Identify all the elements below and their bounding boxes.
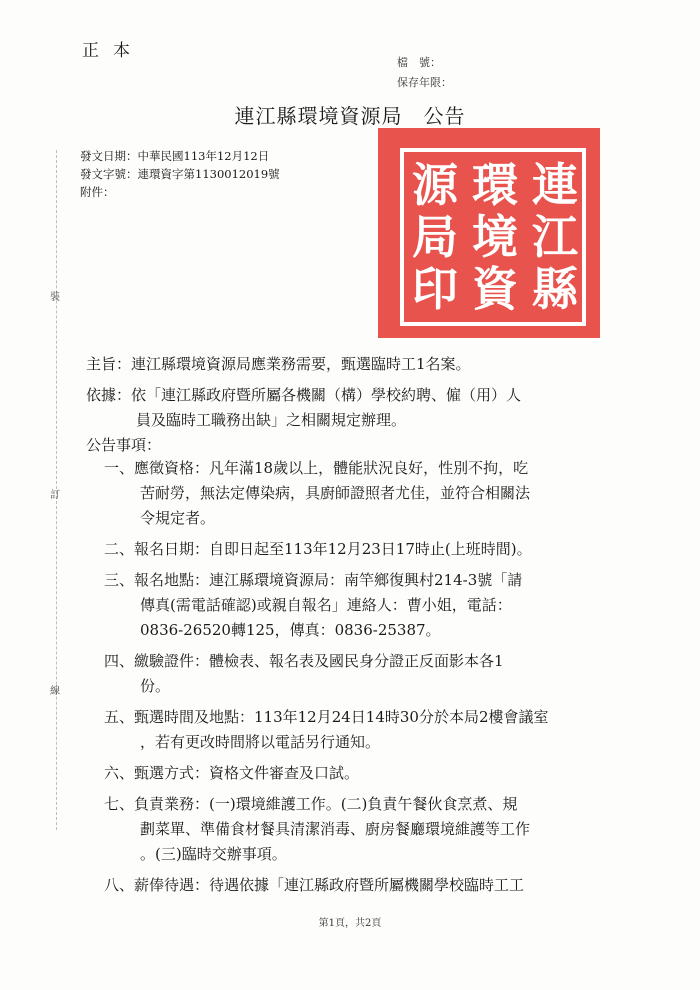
dispatch-number: 發文字號：連環資字第1130012019號 bbox=[80, 167, 280, 181]
seal-character: 江 bbox=[532, 210, 578, 264]
basis-line-1: 依據：依「連江縣政府暨所屬各機關（構）學校約聘、僱（用）人 bbox=[86, 386, 522, 404]
file-number-label: 檔 號： bbox=[397, 56, 441, 69]
seal-border bbox=[400, 148, 586, 326]
announcement-item-line: 八、薪俸待遇：待遇依據「連江縣政府暨所屬機關學校臨時工工 bbox=[104, 876, 525, 894]
seal-character: 局 bbox=[412, 210, 458, 264]
seal-character: 資 bbox=[472, 262, 518, 316]
announcement-item-line: 份。 bbox=[140, 677, 171, 695]
page-title: 連江縣環境資源局 公告 bbox=[234, 104, 466, 128]
announcement-item-line: 0836-26520轉125，傳真：0836-25387。 bbox=[140, 621, 441, 639]
seal-characters bbox=[404, 152, 582, 322]
dispatch-date: 發文日期：中華民國113年12月12日 bbox=[80, 149, 270, 163]
announcement-item-line: 劃菜單、準備食材餐具清潔消毒、廚房餐廳環境維護等工作 bbox=[140, 820, 531, 838]
announcement-item-line: 傳真(需電話確認)或親自報名」連絡人：曹小姐，電話： bbox=[140, 596, 512, 614]
basis-line-2: 員及臨時工職務出缺」之相關規定辦理。 bbox=[136, 411, 407, 429]
subject-line: 主旨：連江縣環境資源局應業務需要，甄選臨時工1名案。 bbox=[86, 355, 471, 373]
attachment-label: 附件： bbox=[80, 185, 115, 199]
retention-period-label: 保存年限： bbox=[397, 76, 452, 89]
binding-mark-ding: 訂 bbox=[50, 490, 60, 501]
announcement-item-line: 苦耐勞，無法定傳染病，具廚師證照者尤佳，並符合相關法 bbox=[140, 484, 531, 502]
seal-character: 連 bbox=[532, 158, 578, 212]
original-copy-label: 正本 bbox=[82, 41, 144, 61]
announcement-item-line: 令規定者。 bbox=[140, 509, 216, 527]
announcement-item-line: 六、甄選方式：資格文件審查及口試。 bbox=[104, 764, 360, 782]
binding-mark-xian: 線 bbox=[50, 686, 60, 697]
seal-character: 印 bbox=[412, 262, 458, 316]
announcement-item-line: 一、應徵資格：凡年滿18歲以上，體能狀況良好，性別不拘，吃 bbox=[104, 459, 529, 477]
seal-character: 境 bbox=[472, 210, 518, 264]
announcement-item-line: 七、負責業務：(一)環境維護工作。(二)負責午餐伙食烹煮、規 bbox=[104, 795, 518, 813]
announcement-item-line: 二、報名日期：自即日起至113年12月23日17時止(上班時間)。 bbox=[104, 540, 532, 558]
announcement-item-line: ，若有更改時間將以電話另行通知。 bbox=[140, 733, 381, 751]
binding-mark-zhuang: 裝 bbox=[50, 292, 60, 303]
announcement-heading: 公告事項： bbox=[86, 436, 162, 454]
official-seal bbox=[378, 128, 600, 338]
seal-character: 環 bbox=[472, 158, 518, 212]
seal-character: 縣 bbox=[532, 262, 578, 316]
seal-character: 源 bbox=[412, 158, 458, 212]
announcement-item-line: 。(三)臨時交辦事項。 bbox=[140, 845, 287, 863]
announcement-item-line: 四、繳驗證件：體檢表、報名表及國民身分證正反面影本各1 bbox=[104, 652, 504, 670]
page-footer: 第1頁，共2頁 bbox=[318, 918, 382, 929]
announcement-item-line: 五、甄選時間及地點：113年12月24日14時30分於本局2樓會議室 bbox=[104, 708, 549, 726]
announcement-item-line: 三、報名地點：連江縣環境資源局：南竿鄉復興村214-3號「請 bbox=[104, 571, 523, 589]
